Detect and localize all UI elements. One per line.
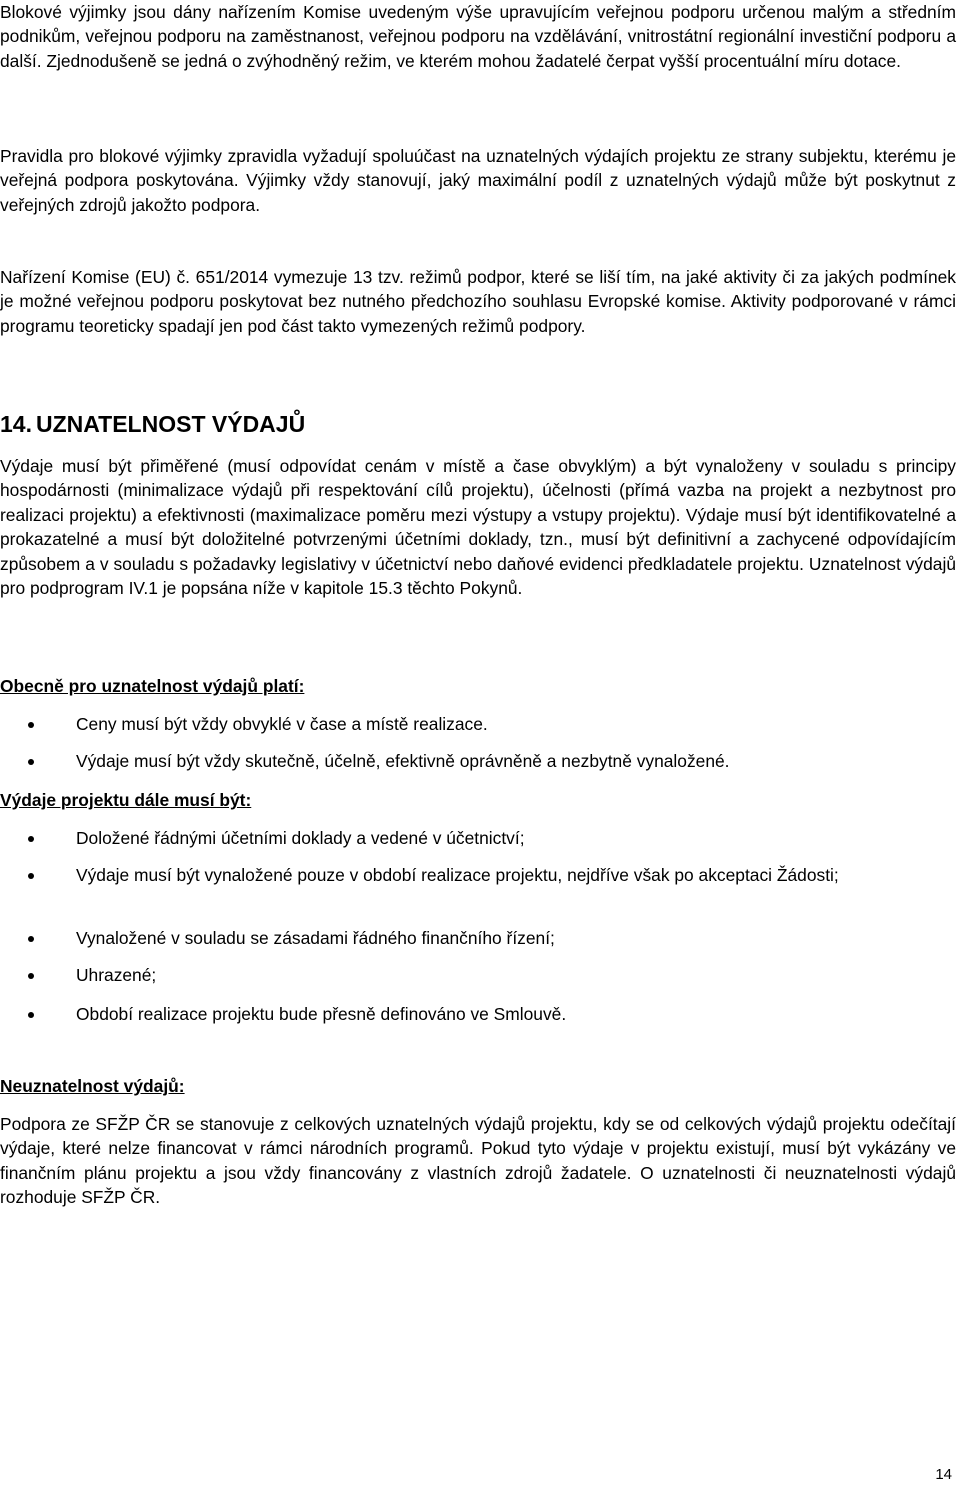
list-item: Uhrazené; bbox=[0, 963, 956, 987]
bullet-icon bbox=[28, 759, 34, 765]
bullet-icon bbox=[28, 722, 34, 728]
paragraph-ineligibility: Podpora ze SFŽP ČR se stanovuje z celkových uznatelných výdajů projektu, kdy se od celkových výdajů projektu odečítají výdaje, které nelze financovat v rámci národních programů. Pokud tyto výdaje v projektu existují, musí být vykázány ve finančním plánu projektu a jsou vždy financovány z vlastních zdrojů žadatele. O uznatelnosti či neuznatelnosti výdajů rozhoduje SFŽP ČR. bbox=[0, 1114, 956, 1208]
section-title: UZNATELNOST VÝDAJŮ bbox=[36, 411, 306, 437]
list-item: Výdaje musí být vynaložené pouze v období realizace projektu, nejdříve však po akceptaci Žádosti; bbox=[0, 863, 956, 887]
subheading-project: Výdaje projektu dále musí být: bbox=[0, 790, 252, 810]
subheading-general: Obecně pro uznatelnost výdajů platí: bbox=[0, 676, 305, 696]
section-heading bbox=[0, 410, 305, 438]
bullet-icon bbox=[28, 973, 34, 979]
subheading-ineligible: Neuznatelnost výdajů: bbox=[0, 1076, 185, 1096]
bullet-icon bbox=[28, 936, 34, 942]
list-item: Doložené řádnými účetními doklady a vedené v účetnictví; bbox=[0, 826, 956, 850]
paragraph-eligibility: Výdaje musí být přiměřené (musí odpovídat cenám v místě a čase obvyklým) a být vynaloženy v souladu s principy hospodárnosti (minimalizace výdajů při respektování cílů projektu), účelnosti (přímá vazba na projekt a nezbytnost pro realizaci projektu) a efektivnosti (maximalizace poměru mezi výstupy a vstupy projektu). Výdaje musí být identifikovatelné a prokazatelné a musí být doložitelné potvrzenými účetními doklady, tzn., musí být definitivní a zachycené odpovídajícím způsobem a v souladu s požadavky legislativy v účetnictví nebo daňové evidenci předkladatele projektu. Uznatelnost výdajů pro podprogram IV.1 je popsána níže v kapitole 15.3 těchto Pokynů. bbox=[0, 456, 956, 599]
list-item: Ceny musí být vždy obvyklé v čase a místě realizace. bbox=[0, 712, 956, 736]
paragraph-regulation: Nařízení Komise (EU) č. 651/2014 vymezuje 13 tzv. režimů podpor, které se liší tím, na jaké aktivity či za jakých podmínek je možné veřejnou podporu poskytovat bez nutného předchozího souhlasu Evropské komise. Aktivity podporované v rámci programu teoreticky spadají jen pod část takto vymezených režimů podpory. bbox=[0, 267, 956, 336]
bullet-icon bbox=[28, 873, 34, 879]
list-item: Vynaložené v souladu se zásadami řádného finančního řízení; bbox=[0, 926, 956, 950]
paragraph-exemption-rules: Pravidla pro blokové výjimky zpravidla vyžadují spoluúčast na uznatelných výdajích projektu ze strany subjektu, kterému je veřejná podpora poskytována. Výjimky vždy stanovují, jaký maximální podíl z uznatelných výdajů může být poskytnut z veřejných zdrojů jakožto podpora. bbox=[0, 146, 956, 215]
list-item: Období realizace projektu bude přesně definováno ve Smlouvě. bbox=[0, 1002, 956, 1026]
bullet-icon bbox=[28, 836, 34, 842]
bullet-icon bbox=[28, 1012, 34, 1018]
paragraph-block-exemptions: Blokové výjimky jsou dány nařízením Komise uvedeným výše upravujícím veřejnou podporu určenou malým a středním podnikům, veřejnou podporu na zaměstnanost, veřejnou podporu na vzdělávání, vnitrostátní regionální investiční podporu a další. Zjednodušeně se jedná o zvýhodněný režim, ve kterém mohou žadatelé čerpat vyšší procentuální míru dotace. bbox=[0, 2, 956, 71]
section-number: 14. bbox=[0, 411, 32, 437]
list-item: Výdaje musí být vždy skutečně, účelně, efektivně oprávněně a nezbytně vynaložené. bbox=[0, 749, 956, 773]
page-number: 14 bbox=[935, 1466, 952, 1483]
